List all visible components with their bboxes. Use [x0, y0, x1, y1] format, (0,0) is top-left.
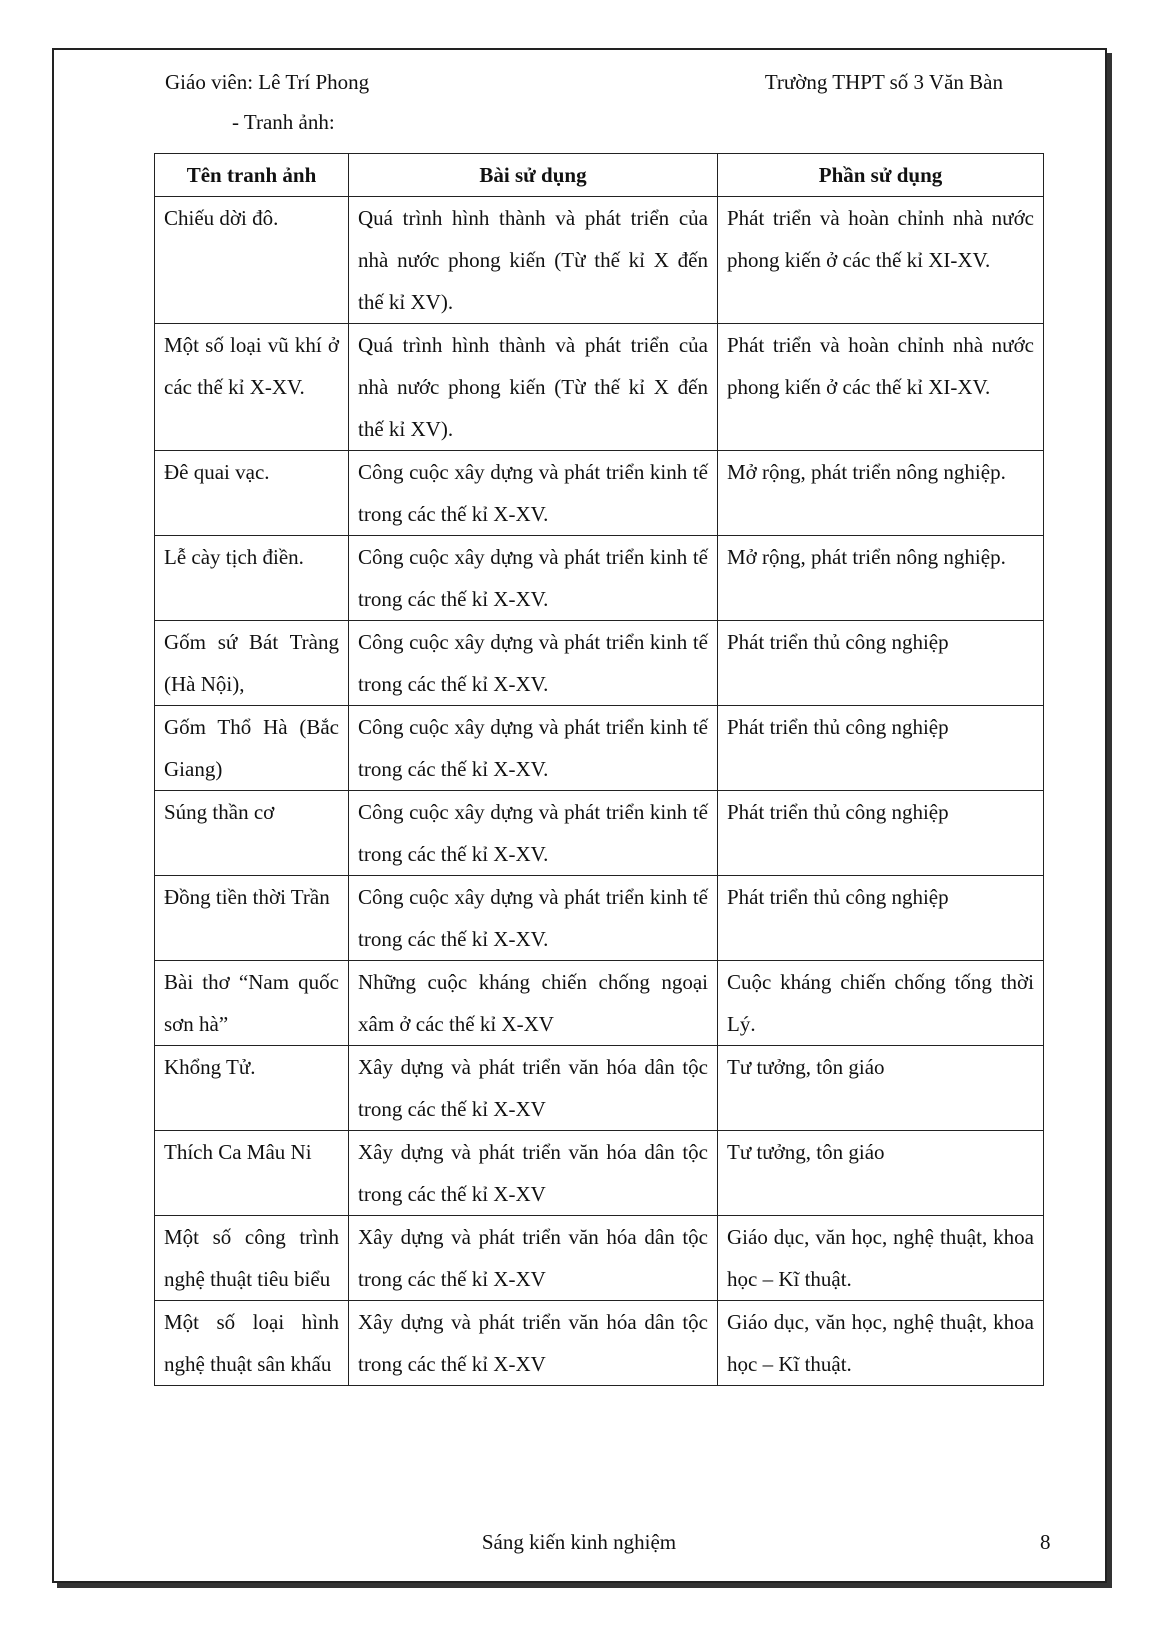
cell-lesson: Công cuộc xây dựng và phát triển kinh tế trong các thế kỉ X-XV.: [349, 876, 718, 961]
cell-image-name: Đê quai vạc.: [155, 451, 349, 536]
table-row: [155, 621, 1044, 706]
table-header-row: [155, 154, 1044, 197]
cell-lesson: Công cuộc xây dựng và phát triển kinh tế trong các thế kỉ X-XV.: [349, 621, 718, 706]
table-row: [155, 1301, 1044, 1386]
cell-part: Tư tưởng, tôn giáo: [718, 1046, 1044, 1131]
table-row: [155, 1216, 1044, 1301]
table-row: [155, 197, 1044, 324]
cell-part: Mở rộng, phát triển nông nghiệp.: [718, 536, 1044, 621]
cell-image-name: Bài thơ “Nam quốc sơn hà”: [155, 961, 349, 1046]
cell-image-name: Thích Ca Mâu Ni: [155, 1131, 349, 1216]
cell-lesson: Công cuộc xây dựng và phát triển kinh tế trong các thế kỉ X-XV.: [349, 706, 718, 791]
cell-lesson: Quá trình hình thành và phát triển của nhà nước phong kiến (Từ thế kỉ X đến thế kỉ XV).: [349, 324, 718, 451]
cell-part: Phát triển thủ công nghiệp: [718, 706, 1044, 791]
cell-lesson: Công cuộc xây dựng và phát triển kinh tế trong các thế kỉ X-XV.: [349, 451, 718, 536]
cell-lesson: Xây dựng và phát triển văn hóa dân tộc trong các thế kỉ X-XV: [349, 1046, 718, 1131]
table-row: [155, 451, 1044, 536]
footer-title: Sáng kiến kinh nghiệm: [481, 1530, 677, 1554]
column-header-name: Tên tranh ảnh: [155, 154, 349, 197]
cell-part: Phát triển thủ công nghiệp: [718, 876, 1044, 961]
table-row: [155, 536, 1044, 621]
cell-lesson: Xây dựng và phát triển văn hóa dân tộc trong các thế kỉ X-XV: [349, 1301, 718, 1386]
cell-lesson: Công cuộc xây dựng và phát triển kinh tế trong các thế kỉ X-XV.: [349, 536, 718, 621]
table-row: [155, 706, 1044, 791]
cell-image-name: Đồng tiền thời Trần: [155, 876, 349, 961]
school-name: Trường THPT số 3 Văn Bàn: [764, 70, 1003, 94]
cell-lesson: Những cuộc kháng chiến chống ngoại xâm ở các thế kỉ X-XV: [349, 961, 718, 1046]
cell-image-name: Chiếu dời đô.: [155, 197, 349, 324]
cell-image-name: Một số loại vũ khí ở các thế kỉ X-XV.: [155, 324, 349, 451]
cell-part: Giáo dục, văn học, nghệ thuật, khoa học – Kĩ thuật.: [718, 1301, 1044, 1386]
page-header: [165, 70, 1003, 95]
images-table: [154, 153, 1044, 1386]
cell-lesson: Xây dựng và phát triển văn hóa dân tộc trong các thế kỉ X-XV: [349, 1216, 718, 1301]
cell-part: Phát triển và hoàn chỉnh nhà nước phong kiến ở các thế kỉ XI-XV.: [718, 197, 1044, 324]
column-header-lesson: Bài sử dụng: [349, 154, 718, 197]
cell-image-name: Súng thần cơ: [155, 791, 349, 876]
column-header-part: Phần sử dụng: [718, 154, 1044, 197]
cell-image-name: Lễ cày tịch điền.: [155, 536, 349, 621]
table-row: [155, 961, 1044, 1046]
cell-image-name: Một số công trình nghệ thuật tiêu biểu: [155, 1216, 349, 1301]
cell-image-name: Một số loại hình nghệ thuật sân khấu: [155, 1301, 349, 1386]
cell-image-name: Khổng Tử.: [155, 1046, 349, 1131]
cell-part: Phát triển thủ công nghiệp: [718, 621, 1044, 706]
cell-lesson: Công cuộc xây dựng và phát triển kinh tế trong các thế kỉ X-XV.: [349, 791, 718, 876]
cell-part: Giáo dục, văn học, nghệ thuật, khoa học – Kĩ thuật.: [718, 1216, 1044, 1301]
table-row: [155, 876, 1044, 961]
cell-image-name: Gốm Thổ Hà (Bắc Giang): [155, 706, 349, 791]
cell-part: Phát triển và hoàn chỉnh nhà nước phong kiến ở các thế kỉ XI-XV.: [718, 324, 1044, 451]
cell-part: Cuộc kháng chiến chống tống thời Lý.: [718, 961, 1044, 1046]
table-row: [155, 791, 1044, 876]
cell-part: Tư tưởng, tôn giáo: [718, 1131, 1044, 1216]
cell-part: Phát triển thủ công nghiệp: [718, 791, 1044, 876]
cell-image-name: Gốm sứ Bát Tràng (Hà Nội),: [155, 621, 349, 706]
teacher-name: Giáo viên: Lê Trí Phong: [165, 70, 370, 94]
cell-lesson: Quá trình hình thành và phát triển của nhà nước phong kiến (Từ thế kỉ X đến thế kỉ XV).: [349, 197, 718, 324]
table-row: [155, 324, 1044, 451]
section-intro: - Tranh ảnh:: [232, 110, 335, 134]
cell-part: Mở rộng, phát triển nông nghiệp.: [718, 451, 1044, 536]
cell-lesson: Xây dựng và phát triển văn hóa dân tộc trong các thế kỉ X-XV: [349, 1131, 718, 1216]
table-row: [155, 1131, 1044, 1216]
table-row: [155, 1046, 1044, 1131]
page-number: 8: [1040, 1530, 1051, 1554]
